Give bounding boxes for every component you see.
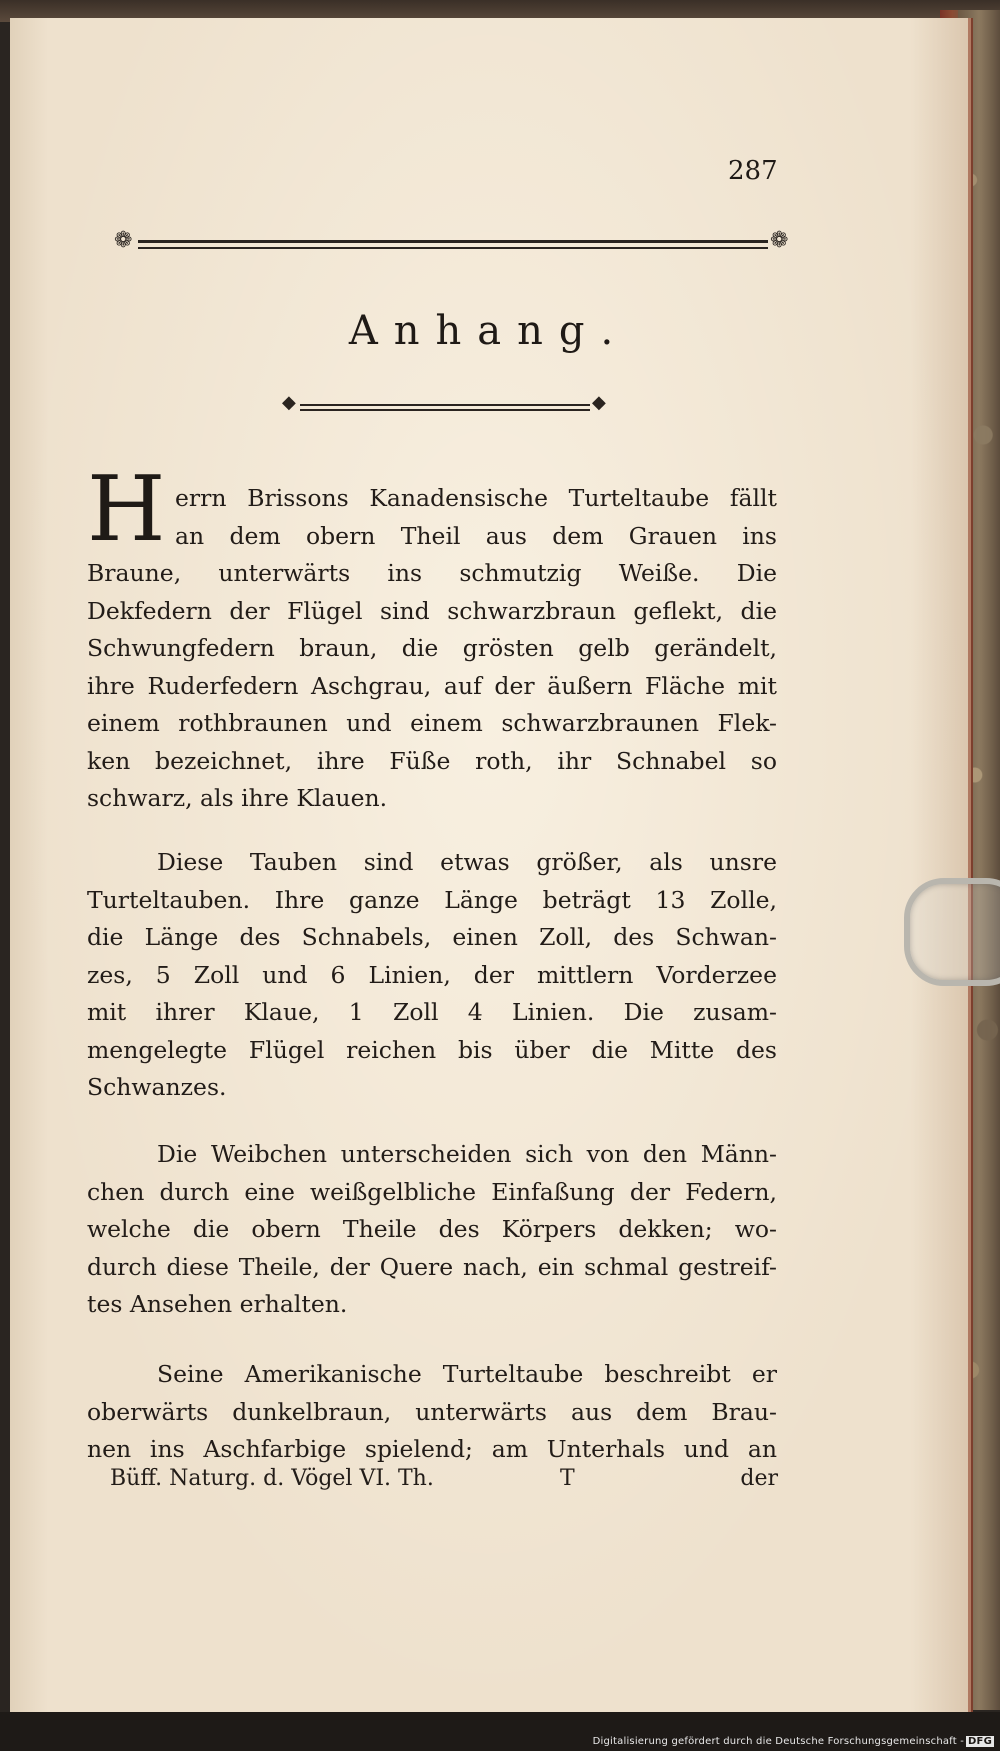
header-rule	[138, 240, 768, 249]
text-line: Die Weibchen unterscheiden sich von den Männ-	[157, 1140, 777, 1168]
section-title: Anhang.	[348, 308, 630, 354]
credit-text: Digitalisierung gefördert durch die Deutsche Forschungsgemeinschaft -	[592, 1736, 965, 1747]
text-line: an dem obern Theil aus dem Grauen ins	[175, 521, 777, 550]
drop-cap: H	[87, 457, 166, 562]
signature-line: Büff. Naturg. d. Vögel VI. Th.	[110, 1466, 434, 1491]
ornament-small-left-icon: ◆	[282, 392, 296, 413]
page-footer	[110, 1466, 778, 1500]
text-line: Schwungfedern braun, die grösten gelb gerändelt,	[87, 634, 777, 662]
text-line: chen durch eine weißgelbliche Einfaßung der Federn,	[87, 1177, 777, 1206]
digitization-credit	[593, 1736, 994, 1747]
paper-clip	[904, 878, 1000, 986]
text-line: zes, 5 Zoll und 6 Linien, der mittlern Vorderzee	[87, 960, 777, 989]
text-line: Braune, unterwärts ins schmutzig Weiße. Die	[87, 559, 777, 587]
text-line: schwarz, als ihre Klauen.	[87, 784, 388, 812]
text-line: Diese Tauben sind etwas größer, als unsre	[157, 848, 777, 876]
text-line: mengelegte Flügel reichen bis über die Mitte des	[87, 1035, 777, 1064]
page-number: 287	[728, 156, 778, 186]
text-line: ihre Ruderfedern Aschgrau, auf der äußern Fläche mit	[87, 671, 777, 700]
text-line: die Länge des Schnabels, einen Zoll, des Schwan-	[87, 923, 777, 951]
paragraph-2	[87, 844, 777, 1107]
dfg-logo: DFG	[968, 1736, 992, 1747]
book-page	[10, 18, 971, 1712]
text-line: Turteltauben. Ihre ganze Länge beträgt 13 Zolle,	[87, 885, 777, 914]
text-line: Seine Amerikanische Turteltaube beschreibt er	[157, 1360, 777, 1388]
text-line: errn Brissons Kanadensische Turteltaube fällt	[175, 484, 777, 512]
ornament-left-icon: ❁	[114, 228, 133, 253]
text-line: Dekfedern der Flügel sind schwarzbraun geflekt, die	[87, 596, 777, 625]
text-line: einem rothbraunen und einem schwarzbraunen Flek-	[87, 709, 777, 737]
text-line: Schwanzes.	[87, 1073, 227, 1101]
title-rule	[300, 404, 590, 411]
text-line: tes Ansehen erhalten.	[87, 1290, 348, 1318]
paragraph-1	[87, 480, 777, 818]
paragraph-4	[87, 1356, 777, 1469]
text-line: nen ins Aschfarbige spielend; am Unterhals und an	[87, 1435, 777, 1463]
catchword: der	[740, 1466, 778, 1491]
text-line: oberwärts dunkelbraun, unterwärts aus dem Brau-	[87, 1397, 777, 1426]
paragraph-3	[87, 1136, 777, 1324]
ornament-small-right-icon: ◆	[592, 392, 606, 413]
text-line: durch diese Theile, der Quere nach, ein schmal gestreif-	[87, 1252, 777, 1281]
text-line: ken bezeichnet, ihre Füße roth, ihr Schnabel so	[87, 746, 777, 775]
sheet-mark: T	[560, 1466, 575, 1491]
text-line: welche die obern Theile des Körpers dekken; wo-	[87, 1215, 777, 1243]
text-line: mit ihrer Klaue, 1 Zoll 4 Linien. Die zusam-	[87, 998, 777, 1026]
ornament-right-icon: ❁	[770, 228, 789, 253]
